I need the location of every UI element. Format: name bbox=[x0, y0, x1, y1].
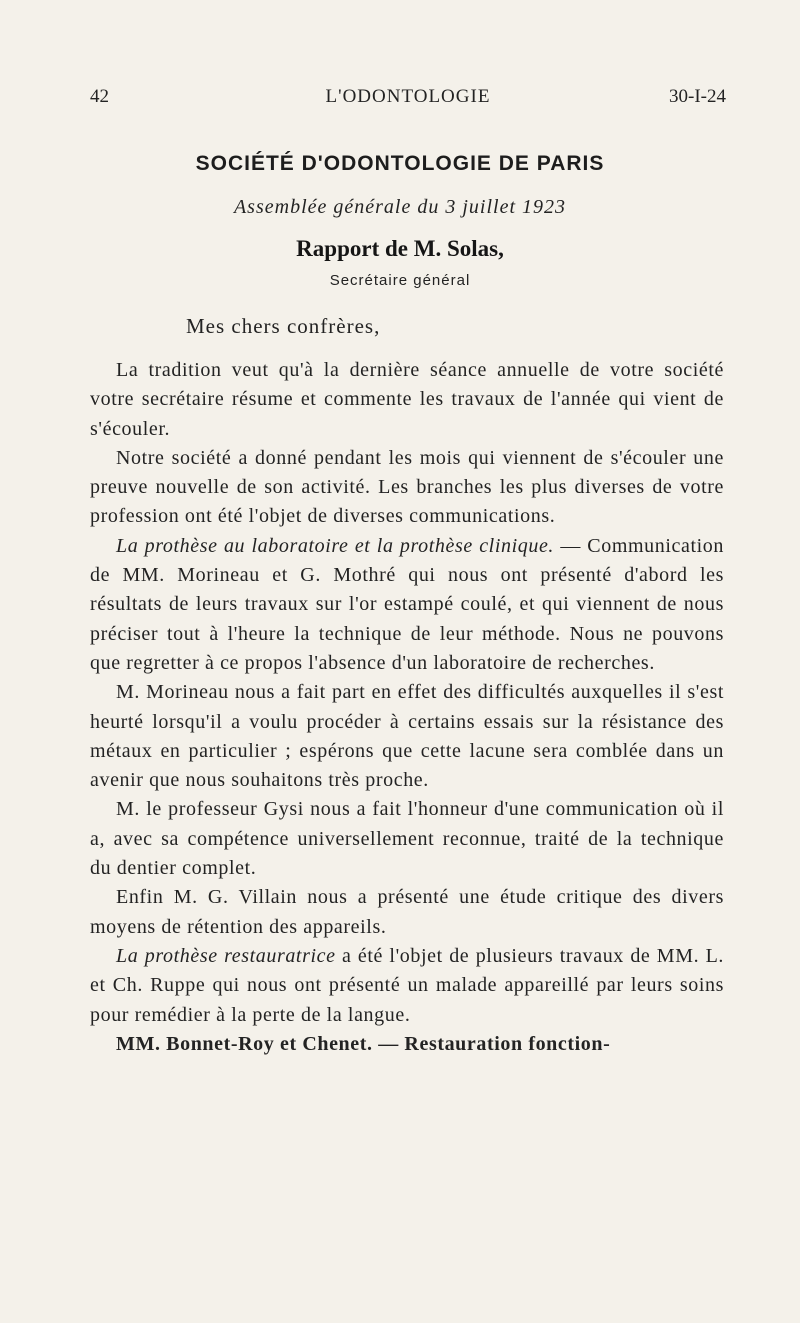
paragraph bbox=[90, 444, 724, 532]
section-title-italic: La prothèse au laboratoire et la prothèse clinique. bbox=[116, 534, 555, 557]
paragraph-text: — Communication de MM. Morineau et G. Mothré qui nous ont présenté d'abord les résultats de leurs travaux sur l'or estampé coulé, et qui viennent de nous préciser tout à l'heure la technique de leur méthode. Nous ne pouvons que regretter à ce propos l'absence d'un laboratoire de recherches. bbox=[90, 534, 724, 674]
paragraph bbox=[90, 532, 724, 678]
paragraph-text: Notre société a donné pendant les mois qui viennent de s'écouler une preuve nouvelle de son activité. Les branches les plus diverses de votre profession ont été l'objet de diverses communications. bbox=[90, 446, 724, 528]
paragraph-text: La tradition veut qu'à la dernière séance annuelle de votre société votre secrétaire résume et commente les travaux de l'année qui vient de s'écouler. bbox=[90, 359, 724, 440]
journal-title: L'ODONTOLOGIE bbox=[325, 86, 491, 107]
section-title-italic: La prothèse restauratrice bbox=[116, 944, 336, 967]
paragraph-text: MM. Bonnet-Roy et Chenet. — Restauration fonction- bbox=[116, 1032, 611, 1055]
running-head bbox=[90, 86, 726, 116]
paragraph bbox=[90, 942, 724, 1030]
paragraph bbox=[90, 795, 724, 883]
paragraph-text: Enfin M. G. Villain nous a présenté une étude critique des divers moyens de rétention des appareils. bbox=[90, 886, 724, 938]
body-text bbox=[90, 356, 724, 1059]
society-heading: SOCIÉTÉ D'ODONTOLOGIE DE PARIS bbox=[195, 152, 605, 175]
paragraph bbox=[90, 678, 724, 795]
paragraph-text: M. le professeur Gysi nous a fait l'honneur d'une communication où il a, avec sa compétence universellement reconnue, traité de la technique du dentier complet. bbox=[90, 798, 724, 880]
report-heading: Rapport de M. Solas, bbox=[296, 236, 504, 261]
assembly-subheading: Assemblée générale du 3 juillet 1923 bbox=[233, 196, 567, 218]
paragraph-text: a été l'objet de plusieurs travaux de MM. L. et Ch. Ruppe qui nous ont présenté un malade appareillé par leurs soins pour remédier à la perte de la langue. bbox=[90, 944, 725, 1026]
author-role: Secrétaire général bbox=[329, 272, 471, 289]
issue-date: 30-I-24 bbox=[669, 86, 726, 107]
paragraph-text: M. Morineau nous a fait part en effet des difficultés auxquelles il s'est heurté lorsqu'il a voulu procéder à certains essais sur la résistance des métaux en particulier ; espérons que cette lacune sera comblée dans un avenir que nous souhaitons très proche. bbox=[90, 681, 724, 792]
salutation: Mes chers confrères, bbox=[186, 314, 381, 338]
paragraph bbox=[90, 1030, 724, 1059]
page-number: 42 bbox=[90, 86, 109, 107]
paragraph bbox=[90, 356, 724, 444]
paragraph bbox=[90, 883, 724, 942]
